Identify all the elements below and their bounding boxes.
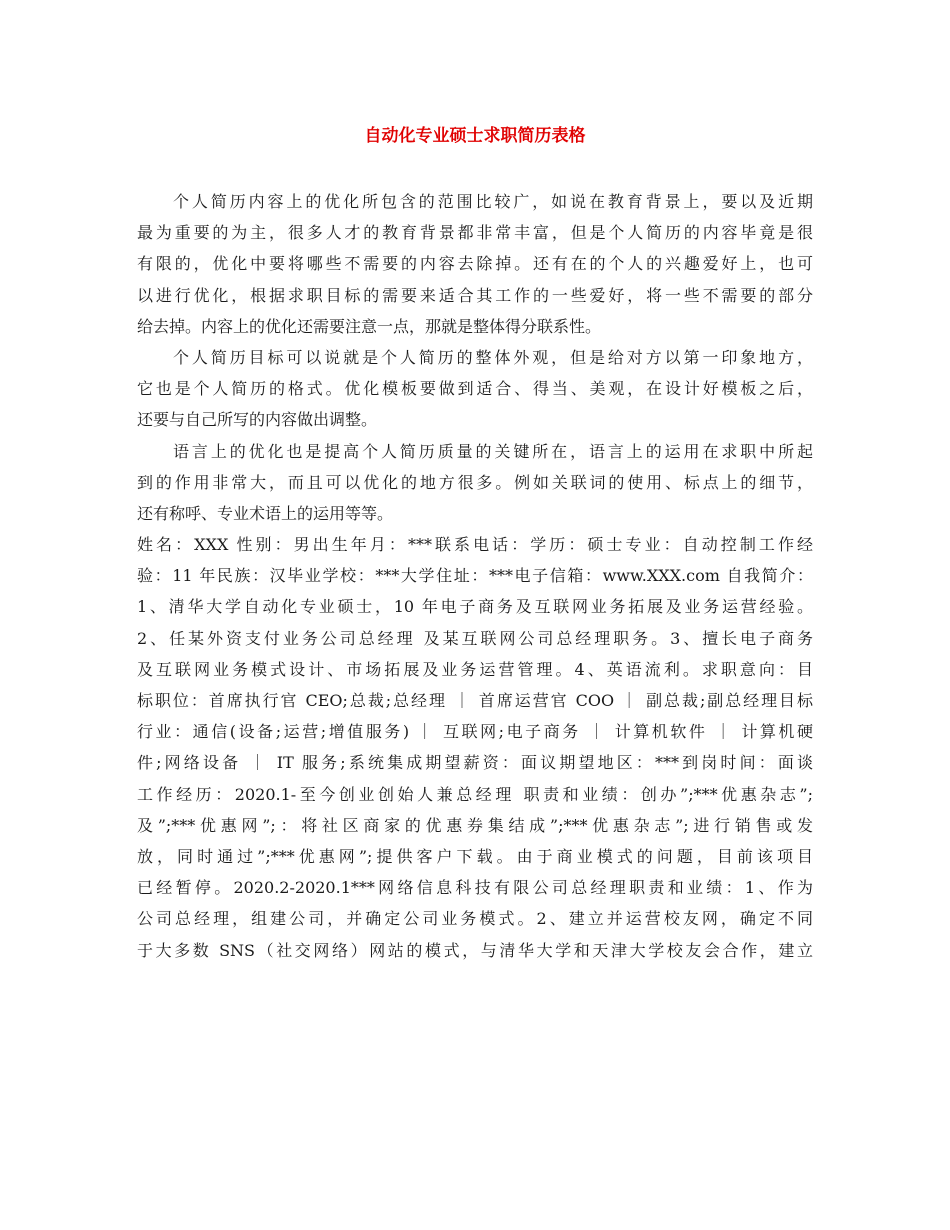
text-line: 及”;***优惠网”;：将社区商家的优惠券集结成”;***优惠杂志”;进行销售或发 — [137, 815, 813, 835]
document-body — [137, 186, 813, 966]
text-line: 到的作用非常大，而且可以优化的地方很多。例如关联词的使用、标点上的细节， — [137, 472, 813, 492]
text-line: 公司总经理，组建公司，并确定公司业务模式。2、建立并运营校友网，确定不同 — [137, 909, 813, 929]
text-line: 语言上的优化也是提高个人简历质量的关键所在，语言上的运用在求职中所起 — [173, 441, 813, 461]
text-line: 最为重要的为主，很多人才的教育背景都非常丰富，但是个人简历的内容毕竟是很 — [137, 223, 813, 243]
text-line: 验：11 年民族：汉毕业学校：***大学住址：***电子信箱：www.XXX.com 自我简介： — [137, 566, 813, 586]
text-line: 件;网络设备 ｜ IT 服务;系统集成期望薪资：面议期望地区：***到岗时间：面谈 — [137, 753, 813, 773]
text-line: 有限的，优化中要将哪些不需要的内容去除掉。还有在的个人的兴趣爱好上，也可 — [137, 254, 813, 274]
document-title: 自动化专业硕士求职简历表格 — [364, 126, 586, 146]
text-line: 及互联网业务模式设计、市场拓展及业务运营管理。4、英语流利。求职意向：目 — [137, 659, 813, 679]
text-line: 个人简历内容上的优化所包含的范围比较广，如说在教育背景上，要以及近期 — [173, 192, 813, 211]
text-line: 行业：通信(设备;运营;增值服务) ｜ 互联网;电子商务 ｜ 计算机软件 ｜ 计算机硬 — [137, 722, 813, 742]
text-line: 工作经历：2020.1-至今创业创始人兼总经理 职责和业绩：创办”;***优惠杂志”; — [137, 784, 813, 804]
text-line: 个人简历目标可以说就是个人简历的整体外观，但是给对方以第一印象地方， — [173, 347, 813, 367]
text-line: 1、清华大学自动化专业硕士，10 年电子商务及互联网业务拓展及业务运营经验。 — [137, 597, 813, 617]
text-line: 标职位：首席执行官 CEO;总裁;总经理 ｜ 首席运营官 COO ｜ 副总裁;副总经理目标 — [137, 691, 813, 710]
text-line: 还有称呼、专业术语上的运用等等。 — [137, 503, 394, 523]
text-line: 姓名：XXX 性别：男出生年月：***联系电话：学历：硕士专业：自动控制工作经 — [137, 535, 813, 555]
text-line: 放，同时通过”;***优惠网”;提供客户下载。由于商业模式的问题，目前该项目 — [137, 846, 813, 866]
text-line: 给去掉。内容上的优化还需要注意一点，那就是整体得分联系性。 — [137, 316, 602, 336]
text-line: 以进行优化，根据求职目标的需要来适合其工作的一些爱好，将一些不需要的部分 — [137, 285, 813, 305]
text-line: 还要与自己所写的内容做出调整。 — [137, 410, 378, 430]
text-line: 2、任某外资支付业务公司总经理 及某互联网公司总经理职务。3、擅长电子商务 — [137, 628, 813, 648]
text-line: 它也是个人简历的格式。优化模板要做到适合、得当、美观，在设计好模板之后， — [137, 379, 813, 399]
text-line: 已经暂停。2020.2-2020.1***网络信息科技有限公司总经理职责和业绩：1、作为 — [137, 878, 813, 898]
text-line: 于大多数 SNS（社交网络）网站的模式，与清华大学和天津大学校友会合作，建立 — [137, 940, 813, 960]
